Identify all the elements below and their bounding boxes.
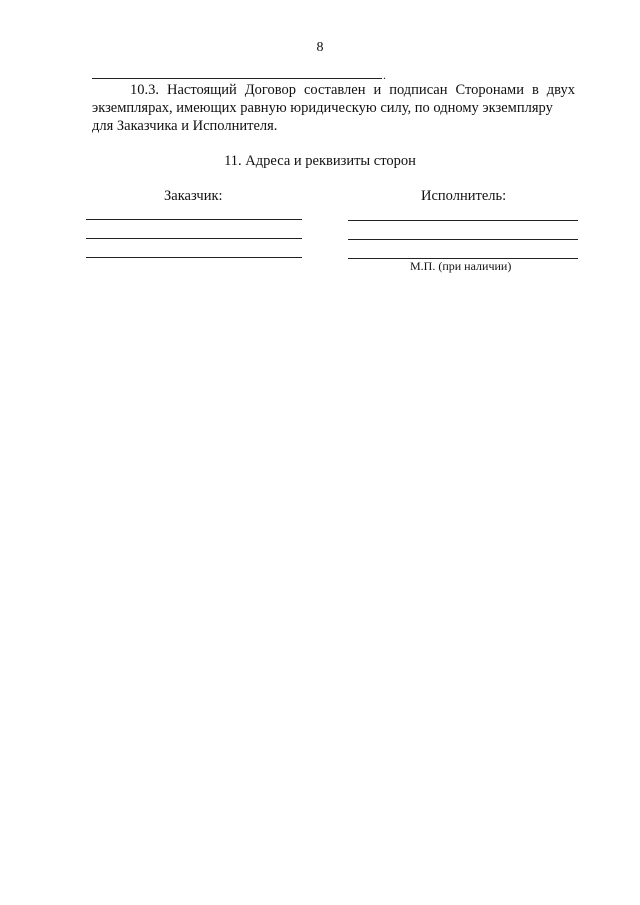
executor-label: Исполнитель: — [421, 188, 507, 204]
section-heading: 11. Адреса и реквизиты сторон — [224, 153, 416, 169]
page-number: 8 — [316, 40, 324, 55]
clause-text: Настоящий Договор составлен и подписан Сторонами в двух экземплярах, имеющих равную юридическую силу, по одному экземпляру — [92, 82, 576, 116]
executor-requisites-line — [348, 220, 578, 221]
fill-in-blank-line — [92, 78, 382, 79]
clause-10-3 — [92, 81, 575, 135]
clause-last-line: для Заказчика и Исполнителя. — [92, 118, 278, 134]
clause-paragraph — [92, 81, 575, 117]
executor-requisites-line — [348, 239, 578, 240]
customer-requisites-line — [86, 238, 302, 239]
customer-requisites-line — [86, 257, 302, 258]
clause-number: 10.3. — [130, 82, 159, 98]
customer-requisites-line — [86, 219, 302, 220]
customer-label: Заказчик: — [164, 188, 223, 204]
fill-in-blank-period: . — [383, 68, 386, 82]
stamp-note: М.П. (при наличии) — [410, 259, 512, 273]
